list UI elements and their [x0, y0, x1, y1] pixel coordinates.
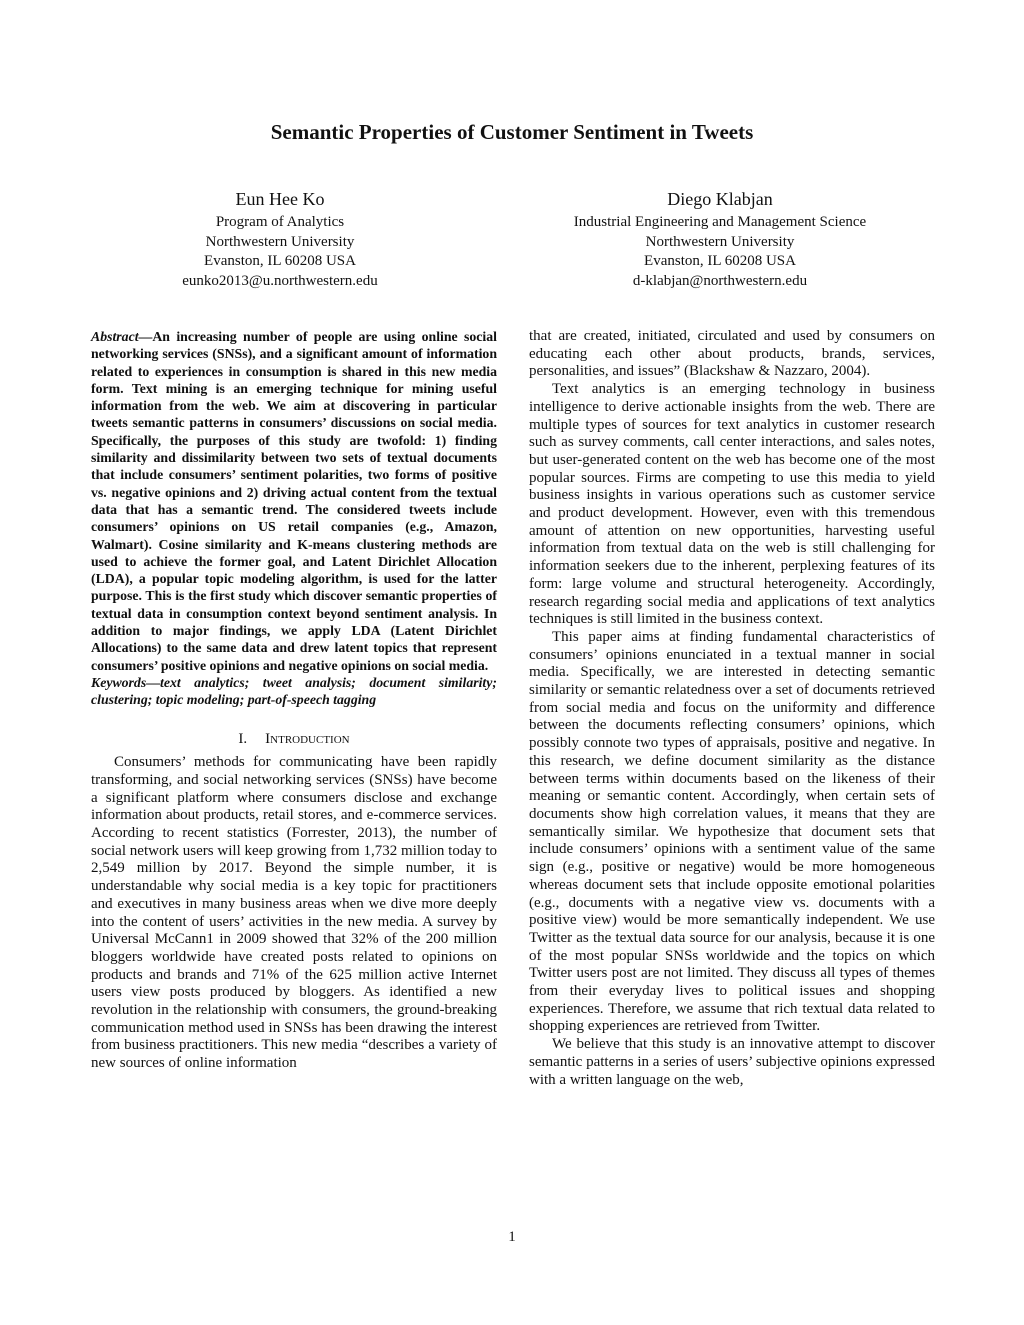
author-name: Eun Hee Ko — [235, 189, 325, 209]
keywords: Keywords—text analytics; tweet analysis; document similarity; clustering; topic modeling; part-of-speech tagging — [91, 674, 497, 708]
author-name: Diego Klabjan — [667, 189, 773, 209]
section-title: Introduction — [265, 730, 350, 747]
right-column — [529, 328, 935, 1089]
author-affiliation-line: Program of Analytics — [215, 214, 345, 230]
body-paragraph: Text analytics is an emerging technology in business intelligence to derive actionable insights from the web. There are multiple types of sources for text analytics in customer research such as survey comments, call center interactions, and sales notes, but user-generated content on the web has become one of the most popular sources. Firms are competing to use this media to yield business insights in various operations such as customer service and product development. However, even with this tremendous amount of attention on new opportunities, harvesting useful information from textual data on the web is still challenging for information seekers due to the inherent, perplexing features of its form: large volume and structural heterogeneity. Accordingly, research regarding social media and applications of text analytics techniques is still limited in the business context. — [529, 381, 935, 628]
body-paragraph: Consumers’ methods for communicating have been rapidly transforming, and social networking services (SNSs) have become a significant platform where consumers disclose and exchange information about products, retail stores, and e-commerce services. According to recent statistics (Forrester, 2013), the number of social network users will keep growing from 1,732 million today to 2,549 million by 2017. Beyond the simple number, it is understandable why social media is a key topic for practitioners and executives in many business areas when we dive more deeply into the content of users’ activities in the new media. A survey by Universal McCann1 in 2009 showed that 32% of the 200 million bloggers worldwide have created posts related to opinions on products and brands and 71% of the 625 million active Internet users view posts produced by bloggers. As identified a new revolution in the relationship with consumers, the ground-breaking communication method used in SNSs has been drawing the interest from business practitioners. This new media “describes a variety of new sources of online information — [91, 754, 497, 1072]
body-paragraph: that are created, initiated, circulated and used by consumers on educating each other about products, brands, services, personalities, and issues” (Blackshaw & Nazzaro, 2004). — [529, 328, 935, 380]
paper-title: Semantic Properties of Customer Sentiment in Tweets — [270, 120, 754, 144]
abstract-label: Abstract — [91, 329, 139, 344]
author-affiliation-line: Evanston, IL 60208 USA — [204, 253, 356, 269]
page-number: 1 — [508, 1229, 516, 1245]
body-paragraph: This paper aims at finding fundamental characteristics of consumers’ opinions enunciated in a textual manner in social media. Specifically, we are interested in detecting semantic similarity or semantic relatedness over a set of documents retrieved from social media and focus on the uniformity and difference between the documents reflecting consumers’ opinions, which possibly connote two types of appraisals, positive and negative. In this research, we define document similarity as the distance between terms within documents based on the likeness of their meaning or semantic content. Accordingly, when certain sets of documents show high correlation values, it means that they are semantically similar. We hypothesize that document sets that include consumers’ opinions with a sentiment value of the same sign (e.g., positive or negative) would be more homogeneous whereas document sets that include opposite emotional polarities (e.g., documents with a negative view vs. documents with a positive view) would be more semantically independent. We use Twitter as the textual data source for our analysis, because it is one of the most popular SNSs worldwide and the topics on which Twitter users post are not limited. They discuss all types of themes from their everyday lives to political issues and shopping experiences. Therefore, we assume that rich textual data related to shopping experiences are retrieved from Twitter. — [529, 628, 935, 1035]
author-affiliation-line: Evanston, IL 60208 USA — [644, 253, 796, 269]
section-number: I. — [238, 730, 248, 747]
section-heading-introduction — [91, 731, 497, 749]
author-block-1 — [160, 188, 400, 291]
author-email: eunko2013@u.northwestern.edu — [182, 272, 378, 289]
author-email: d-klabjan@northwestern.edu — [632, 272, 808, 289]
author-block-2 — [530, 188, 910, 291]
abstract — [91, 328, 497, 674]
abstract-text: An increasing number of people are using online social networking services (SNSs), and a significant amount of information related to experiences in consumption is shared in this new media form. Text mining is an emerging technique for mining useful information from the web. We aim at discovering in particular tweets semantic patterns in consumers’ discussions on social media. Specifically, the purposes of this study are twofold: 1) finding similarity and dissimilarity between two sets of textual documents that include consumers’ sentiment polarities, two forms of positive vs. negative opinions and 2) driving actual content from the textual data that has a semantic trend. The considered tweets include consumers’ opinions on US retail companies (e.g., Amazon, Walmart). Cosine similarity and K-means clustering methods are used to achieve the former goal, and Latent Dirichlet Allocation (LDA), a popular topic modeling algorithm, is used for the latter purpose. This is the first study which discover semantic properties of textual data in consumption context beyond sentiment analysis. In addition to major findings, we apply LDA (Latent Dirichlet Allocations) to the same data and drew latent topics that represent consumers’ positive opinions and negative opinions on social media. — [91, 329, 497, 673]
body-paragraph: We believe that this study is an innovative attempt to discover semantic patterns in a series of users’ subjective opinions expressed with a written language on the web, — [529, 1036, 935, 1088]
abstract-dash: — — [138, 329, 153, 344]
author-affiliation-line: Northwestern University — [205, 233, 355, 250]
author-affiliation-line: Industrial Engineering and Management Science — [573, 214, 867, 230]
left-column — [91, 328, 497, 1073]
author-affiliation-line: Northwestern University — [645, 233, 795, 250]
